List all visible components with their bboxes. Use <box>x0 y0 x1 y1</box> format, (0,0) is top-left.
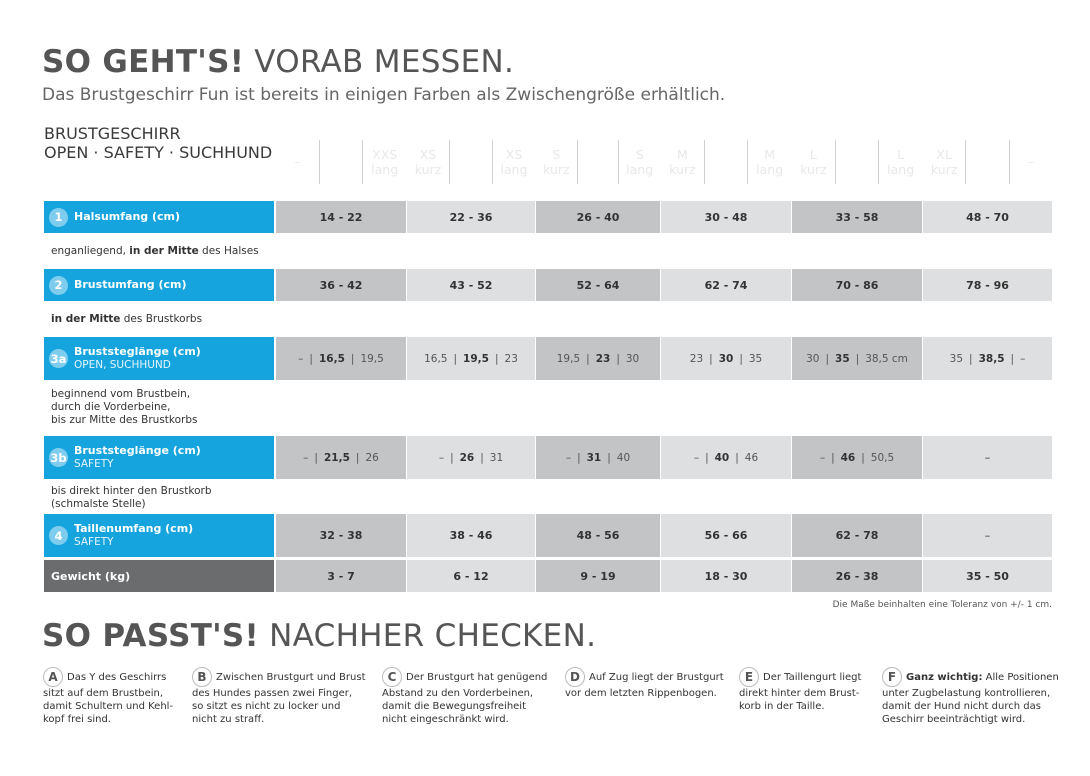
value-cell <box>536 337 660 380</box>
row-label-main: Halsumfang (cm) <box>74 210 181 223</box>
size-label: L lang <box>878 140 922 184</box>
cell-value: 26 - 38 <box>835 569 879 583</box>
cell-value: 14 - 22 <box>319 210 363 224</box>
value-cell <box>923 514 1052 557</box>
note-chest: in der Mitte des Brustkorbs <box>51 313 203 325</box>
segment-value: 19,5 <box>360 352 384 365</box>
segment-value: – <box>1020 352 1026 365</box>
cell-value: 22 - 36 <box>449 210 493 224</box>
value-cell <box>661 337 791 380</box>
segment-value: 23 <box>504 352 518 365</box>
segment-value: – <box>438 451 445 464</box>
segment-value: 23 <box>595 352 611 365</box>
step-number-badge: 3a <box>49 349 68 368</box>
segment-value: 46 <box>744 451 759 464</box>
check-letter-badge: B <box>192 667 212 687</box>
segment-value: 46 <box>840 451 856 464</box>
step-number-badge: 2 <box>49 276 68 295</box>
check-letter-badge: F <box>882 667 902 687</box>
header-label-line2: OPEN · SAFETY · SUCHHUND <box>44 143 273 162</box>
value-segments <box>950 353 1026 365</box>
tolerance-note: Die Maße beinhalten eine Toleranz von +/- 1 cm. <box>832 600 1052 610</box>
separator: | <box>453 352 458 365</box>
value-segments <box>439 452 503 464</box>
separator: | <box>607 451 611 464</box>
size-label: XXS lang <box>362 140 406 184</box>
separator: | <box>709 352 713 365</box>
size-label: L kurz <box>800 146 827 177</box>
size-label: XS lang <box>492 140 535 184</box>
row-chest <box>44 269 1052 301</box>
segment-value: 40 <box>714 451 730 464</box>
value-cell <box>661 201 791 233</box>
size-group-header <box>276 124 406 199</box>
segment-value: – <box>693 451 700 464</box>
row-label-sub: SAFETY <box>74 458 114 470</box>
separator: | <box>735 451 739 464</box>
note-bridge-a: beginnend vom Brustbein, durch die Vorderbeine, bis zur Mitte des Brustkorbs <box>51 388 198 426</box>
cell-value: 33 - 58 <box>835 210 879 224</box>
segment-value: 35 <box>949 352 964 365</box>
check-item: C Der Brustgurt hat genügend Abstand zu den Vorderbeinen, damit die Bewegungsfreiheit nicht eingeschränkt wird. <box>382 667 547 726</box>
separator: | <box>705 451 709 464</box>
value-segments <box>566 452 630 464</box>
segment-value: 16,5 <box>318 352 345 365</box>
size-label: XXS <box>319 140 363 184</box>
check-item: A Das Y des Geschirrs sitzt auf dem Brustbein, damit Schultern und Kehl- kopf frei sind. <box>43 667 173 726</box>
value-cell <box>661 436 791 479</box>
label-waist <box>44 514 274 557</box>
value-segments <box>303 452 379 464</box>
cell-value: – <box>984 451 991 464</box>
check-item: E Der Taillengurt liegt direkt hinter dem Brust- korb in der Taille. <box>739 667 861 713</box>
segment-value: 21,5 <box>323 451 350 464</box>
cell-value: 26 - 40 <box>576 210 620 224</box>
check-letter-badge: D <box>565 667 585 687</box>
row-label-text <box>74 522 193 549</box>
cell-value: 35 - 50 <box>966 569 1009 583</box>
row-bridge-b <box>44 436 1052 479</box>
separator: | <box>855 352 860 365</box>
cell-value: 70 - 86 <box>835 278 879 292</box>
size-label: XL kurz <box>930 146 958 177</box>
check-letter-badge: C <box>382 667 402 687</box>
segment-value: 38,5 <box>978 352 1005 365</box>
table-header-label <box>44 124 274 199</box>
separator: | <box>1010 352 1015 365</box>
size-group-header <box>792 124 922 199</box>
cell-value: 48 - 70 <box>966 210 1009 224</box>
row-label-main: Brustumfang (cm) <box>74 278 187 291</box>
size-label: – <box>1009 140 1052 184</box>
segment-value: – <box>565 451 572 464</box>
value-cell <box>407 514 535 557</box>
separator: | <box>314 451 318 464</box>
row-label-sub: SAFETY <box>74 536 114 548</box>
check-item: D Auf Zug liegt der Brustgurt vor dem letzten Rippenbogen. <box>565 667 724 700</box>
row-label-text <box>74 345 201 372</box>
cell-value: – <box>984 529 991 542</box>
size-label: XS kurz <box>414 146 442 177</box>
value-cell <box>407 436 535 479</box>
segment-value: 40 <box>616 451 631 464</box>
value-cell <box>792 269 922 301</box>
separator: | <box>450 451 454 464</box>
size-label: S lang <box>618 140 660 184</box>
size-label: XS <box>449 140 492 184</box>
segment-value: 26 <box>459 451 475 464</box>
value-cell <box>407 269 535 301</box>
value-segments <box>820 452 894 464</box>
value-cell <box>792 337 922 380</box>
separator: | <box>355 451 360 464</box>
segment-value: 30 <box>806 352 820 365</box>
value-cell <box>276 337 406 380</box>
size-label: XL <box>965 140 1008 184</box>
row-bridge-a <box>44 337 1052 380</box>
row-label-text <box>74 444 201 471</box>
value-cell <box>792 560 922 592</box>
segment-value: 50,5 <box>870 451 895 464</box>
row-label-text <box>74 210 180 224</box>
separator: | <box>350 352 355 365</box>
subtitle: Das Brustgeschirr Fun ist bereits in einigen Farben als Zwischengröße erhältlich. <box>42 85 726 105</box>
segment-value: – <box>819 451 826 464</box>
value-cell <box>276 269 406 301</box>
separator: | <box>480 451 484 464</box>
cell-value: 62 - 74 <box>704 278 748 292</box>
separator: | <box>831 451 835 464</box>
value-cell <box>661 560 791 592</box>
size-group-header <box>923 124 1052 199</box>
cell-value: 62 - 78 <box>835 529 879 542</box>
cell-value: 56 - 66 <box>704 529 748 542</box>
row-label-main: Bruststeglänge (cm) <box>74 345 201 358</box>
cell-value: 43 - 52 <box>449 278 493 292</box>
value-segments <box>298 353 384 365</box>
value-cell <box>923 201 1052 233</box>
segment-value: 26 <box>365 451 379 464</box>
separator: | <box>494 352 499 365</box>
value-cell <box>536 560 660 592</box>
value-cell <box>923 560 1052 592</box>
separator: | <box>616 352 620 365</box>
value-cell <box>276 201 406 233</box>
value-cell <box>407 560 535 592</box>
value-cell <box>536 436 660 479</box>
segment-value: 19,5 <box>556 352 581 365</box>
value-cell <box>407 337 535 380</box>
cell-value: 32 - 38 <box>319 529 363 542</box>
value-segments <box>694 452 758 464</box>
segment-value: 35 <box>748 352 763 365</box>
size-group-header <box>661 124 791 199</box>
segment-value: 30 <box>625 352 640 365</box>
size-label: S kurz <box>543 146 570 177</box>
check-letter-badge: E <box>739 667 759 687</box>
cell-value: 30 - 48 <box>704 210 748 224</box>
segment-value: 23 <box>689 352 704 365</box>
value-segments <box>557 353 639 365</box>
row-weight <box>44 560 1052 592</box>
size-label: – <box>294 154 301 169</box>
size-label: M kurz <box>669 146 696 177</box>
label-bridge-a <box>44 337 274 380</box>
value-cell <box>276 436 406 479</box>
note-bridge-b: bis direkt hinter den Brustkorb (schmalste Stelle) <box>51 485 212 510</box>
table-header <box>44 124 1052 199</box>
label-weight: Gewicht (kg) <box>44 560 274 592</box>
size-label: M lang <box>747 140 791 184</box>
segment-value: 30 <box>718 352 734 365</box>
separator: | <box>586 352 590 365</box>
segment-value: 31 <box>586 451 602 464</box>
segment-value: 19,5 <box>463 352 489 365</box>
separator: | <box>825 352 830 365</box>
check-item: F Ganz wichtig: Alle Positionen unter Zugbelastung kontrollieren, damit der Hund nicht durch das Geschirr beeinträchtigt wird. <box>882 667 1059 726</box>
row-waist <box>44 514 1052 557</box>
row-neck <box>44 201 1052 233</box>
label-chest <box>44 269 274 301</box>
segment-value: 31 <box>489 451 504 464</box>
cell-value: 3 - 7 <box>327 569 355 583</box>
size-label: S <box>577 140 619 184</box>
value-segments <box>424 353 518 365</box>
check-letter-badge: A <box>43 667 63 687</box>
row-label-main: Taillenumfang (cm) <box>74 522 194 535</box>
check-item: B Zwischen Brustgurt und Brust des Hundes passen zwei Finger, so sitzt es nicht zu locker und nicht zu straff. <box>192 667 366 726</box>
size-group-header <box>536 124 660 199</box>
value-cell <box>276 560 406 592</box>
cell-value: 78 - 96 <box>966 278 1009 292</box>
value-cell <box>792 436 922 479</box>
size-label: M <box>704 140 748 184</box>
header-label-line1: BRUSTGESCHIRR <box>44 124 181 143</box>
value-cell <box>923 269 1052 301</box>
value-cell <box>536 201 660 233</box>
step-number-badge: 3b <box>49 448 68 467</box>
cell-value: 52 - 64 <box>576 278 620 292</box>
label-bridge-b <box>44 436 274 479</box>
value-segments <box>806 353 908 365</box>
value-cell <box>792 201 922 233</box>
value-cell <box>407 201 535 233</box>
value-cell <box>661 269 791 301</box>
cell-value: 38 - 46 <box>449 529 493 542</box>
value-segments <box>690 353 762 365</box>
value-cell <box>792 514 922 557</box>
cell-value: 6 - 12 <box>453 569 489 583</box>
segment-value: 16,5 <box>424 352 448 365</box>
cell-value: 36 - 42 <box>319 278 363 292</box>
separator: | <box>739 352 743 365</box>
value-cell <box>536 269 660 301</box>
heading-check: SO PASST'S! NACHHER CHECKEN. <box>42 618 597 654</box>
separator: | <box>861 451 865 464</box>
value-cell <box>923 337 1052 380</box>
cell-value: 18 - 30 <box>704 569 748 583</box>
segment-value: 38,5 cm <box>865 352 908 365</box>
note-neck: enganliegend, in der Mitte des Halses <box>51 245 259 257</box>
separator: | <box>969 352 973 365</box>
segment-value: – <box>303 451 309 464</box>
separator: | <box>309 352 313 365</box>
value-cell <box>536 514 660 557</box>
label-neck <box>44 201 274 233</box>
cell-value: 48 - 56 <box>576 529 620 542</box>
step-number-badge: 1 <box>49 208 68 227</box>
value-cell <box>923 436 1052 479</box>
heading-measure: SO GEHT'S! VORAB MESSEN. <box>42 44 515 80</box>
row-label-main: Bruststeglänge (cm) <box>74 444 201 457</box>
cell-value: 9 - 19 <box>580 569 616 583</box>
segment-value: 35 <box>835 352 850 365</box>
separator: | <box>577 451 581 464</box>
segment-value: – <box>298 352 304 365</box>
row-label-sub: OPEN, SUCHHUND <box>74 359 171 371</box>
row-label-text <box>74 278 187 292</box>
value-cell <box>661 514 791 557</box>
size-label: L <box>835 140 879 184</box>
size-group-header <box>407 124 535 199</box>
step-number-badge: 4 <box>49 526 68 545</box>
value-cell <box>276 514 406 557</box>
